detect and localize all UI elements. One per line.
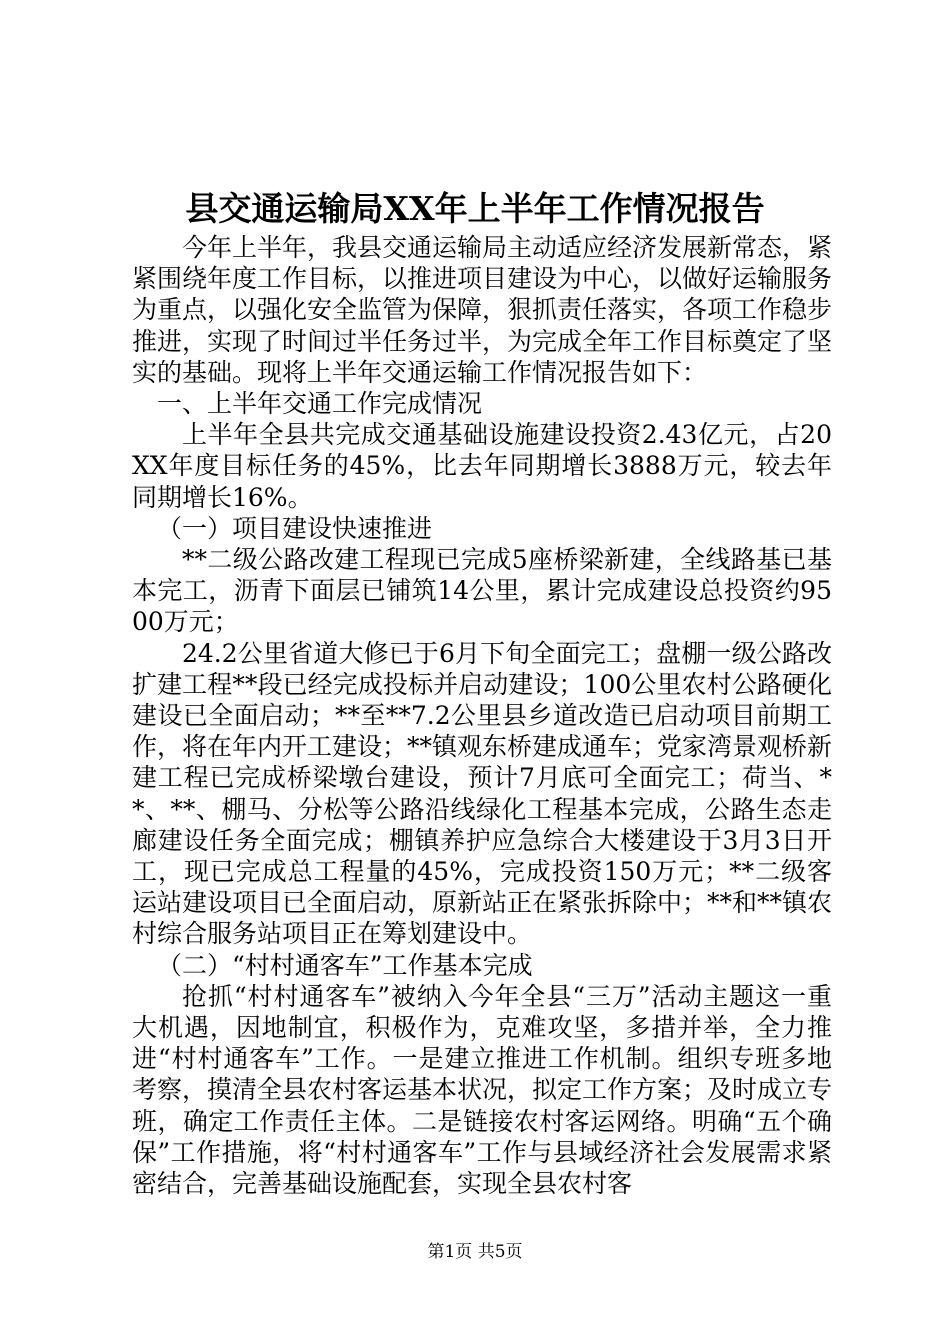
project-paragraph-2: 24.2公里省道大修已于6月下旬全面完工；盘棚一级公路改扩建工程**段已经完成投标并启动建设；100公里农村公路硬化建设已全面启动；**至**7.2公里县乡道改造已启动项目前期工作，将在年内开工建设；**镇观东桥建成通车；党家湾景观桥新建工程已完成桥梁墩台建设，预计7月底可全面完工；荷当、**、**、棚马、分松等公路沿线绿化工程基本完成，公路生态走廊建设任务全面完成；棚镇养护应急综合大楼建设于3月3日开工，现已完成总工程量的45%，完成投资150万元；**二级客运站建设项目已全面启动，原新站正在紧张拆除中；**和**镇农村综合服务站项目正在筹划建设中。 <box>132 638 833 949</box>
project-paragraph-1: **二级公路改建工程现已完成5座桥梁新建，全线路基已基本完工，沥青下面层已铺筑14公里，累计完成建设总投资约9500万元； <box>132 545 832 637</box>
investment-paragraph: 上半年全县共完成交通基础设施建设投资2.43亿元，占20XX年度目标任务的45%，比去年同期增长3888万元，较去年同期增长16%。 <box>132 420 832 512</box>
document-body <box>132 232 832 1199</box>
page-footer: 第1页 共5页 <box>427 1242 523 1262</box>
section-heading-1: 一、上半年交通工作完成情况 <box>157 389 483 419</box>
document-title: 县交通运输局XX年上半年工作情况报告 <box>185 189 765 228</box>
subsection-heading-2: （二）“村村通客车”工作基本完成 <box>157 950 533 980</box>
subsection-heading-1: （一）项目建设快速推进 <box>157 513 433 543</box>
intro-paragraph: 今年上半年，我县交通运输局主动适应经济发展新常态，紧紧围绕年度工作目标，以推进项目建设为中心，以做好运输服务为重点，以强化安全监管为保障，狠抓责任落实，各项工作稳步推进，实现了时间过半任务过半，为完成全年工作目标奠定了坚实的基础。现将上半年交通运输工作情况报告如下： <box>132 233 833 387</box>
bus-service-paragraph: 抢抓“村村通客车”被纳入今年全县“三万”活动主题这一重大机遇，因地制宜，积极作为，克难攻坚，多措并举，全力推进“村村通客车”工作。一是建立推进工作机制。组织专班多地考察，摸清全县农村客运基本状况，拟定工作方案；及时成立专班，确定工作责任主体。二是链接农村客运网络。明确“五个确保”工作措施，将“村村通客车”工作与县域经济社会发展需求紧密结合，完善基础设施配套，实现全县农村客 <box>132 981 833 1199</box>
